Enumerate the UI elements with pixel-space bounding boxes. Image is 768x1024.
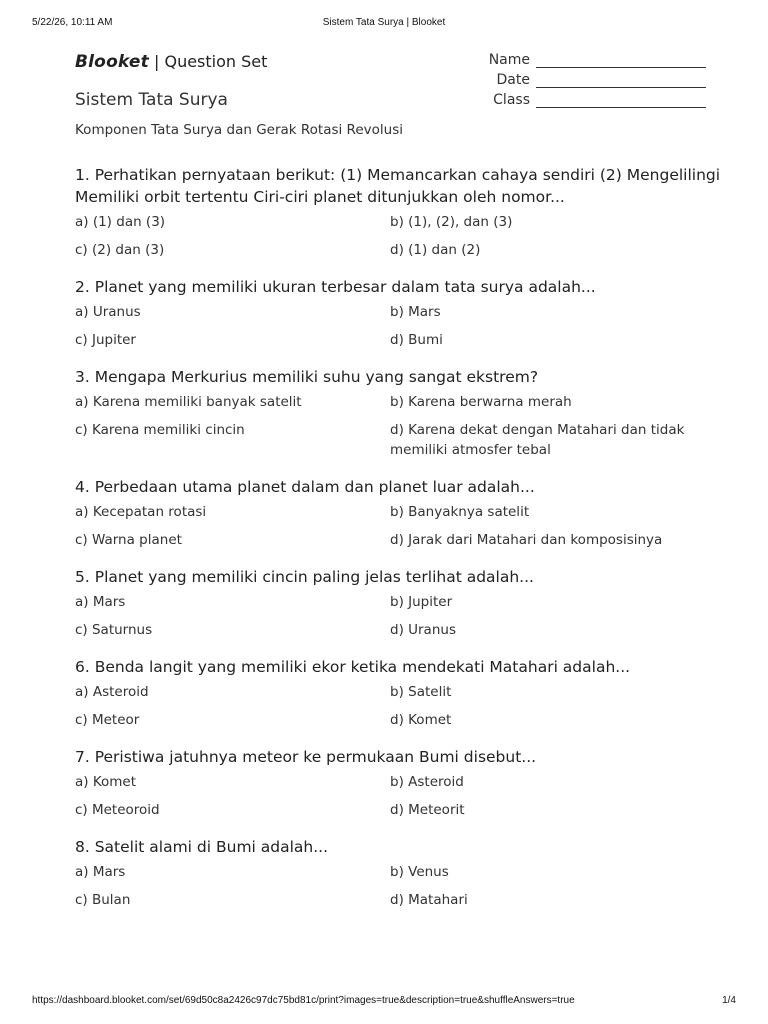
question-text: 1. Perhatikan pernyataan berikut: (1) Memancarkan cahaya sendiri (2) Mengelilingi Memiliki orbit tertentu Ciri-ciri planet ditunjukkan oleh nomor... (75, 166, 721, 206)
answer-grid (75, 682, 735, 730)
print-url: https://dashboard.blooket.com/set/69d50c8a2426c97dc75bd81c/print?images=true&description=true&shuffleAnswers=true (32, 995, 575, 1006)
answer-d: d) Uranus (390, 622, 456, 638)
class-line (536, 107, 706, 108)
answer-b: b) Satelit (390, 684, 452, 700)
answer-c: c) (2) dan (3) (75, 242, 165, 258)
answer-grid (75, 592, 735, 640)
question-5 (75, 566, 735, 640)
question-1 (75, 164, 735, 260)
doc-subtitle: Question Set (164, 52, 268, 71)
answer-b: b) Asteroid (390, 774, 464, 790)
question-6 (75, 656, 735, 730)
answer-a: a) Asteroid (75, 684, 149, 700)
question-text: 8. Satelit alami di Bumi adalah... (75, 838, 329, 856)
brand-line (75, 52, 267, 72)
answer-c: c) Meteor (75, 712, 140, 728)
answer-b: b) (1), (2), dan (3) (390, 214, 513, 230)
answer-d: d) Bumi (390, 332, 443, 348)
answer-c: c) Saturnus (75, 622, 153, 638)
answer-b: b) Banyaknya satelit (390, 504, 530, 520)
answer-b: b) Jupiter (390, 594, 453, 610)
answer-a: a) Karena memiliki banyak satelit (75, 394, 302, 410)
date-field (470, 72, 706, 92)
answer-c: c) Jupiter (75, 332, 136, 348)
class-label: Class (493, 92, 530, 108)
print-datetime: 5/22/26, 10:11 AM (32, 17, 113, 28)
date-label: Date (496, 72, 530, 88)
print-page-title: Sistem Tata Surya | Blooket (322, 17, 446, 28)
answer-d: d) Jarak dari Matahari dan komposisinya (390, 532, 663, 548)
question-3 (75, 366, 735, 460)
question-4 (75, 476, 735, 550)
question-8 (75, 836, 735, 910)
question-2 (75, 276, 735, 350)
question-text: 5. Planet yang memiliki cincin paling jelas terlihat adalah... (75, 568, 534, 586)
answer-grid (75, 302, 735, 350)
answer-d: d) Matahari (390, 892, 468, 908)
answer-a: a) Mars (75, 864, 126, 880)
brand-separator: | (148, 52, 165, 71)
question-text: 6. Benda langit yang memiliki ekor ketika mendekati Matahari adalah... (75, 658, 631, 676)
answer-b: b) Karena berwarna merah (390, 394, 572, 410)
answer-b: b) Venus (390, 864, 449, 880)
answer-a: a) Komet (75, 774, 137, 790)
answer-c: c) Meteoroid (75, 802, 160, 818)
answer-a: a) (1) dan (3) (75, 214, 166, 230)
question-text: 2. Planet yang memiliki ukuran terbesar dalam tata surya adalah... (75, 278, 596, 296)
answer-c: c) Karena memiliki cincin (75, 422, 245, 438)
answer-grid (75, 392, 735, 460)
class-field (470, 92, 706, 112)
answer-grid (75, 772, 735, 820)
question-text: 7. Peristiwa jatuhnya meteor ke permukaan Bumi disebut... (75, 748, 537, 766)
answer-b: b) Mars (390, 304, 441, 320)
date-line (536, 87, 706, 88)
answer-a: a) Uranus (75, 304, 141, 320)
answer-a: a) Mars (75, 594, 126, 610)
answer-d: d) Meteorit (390, 802, 465, 818)
name-field (470, 52, 706, 72)
answer-a: a) Kecepatan rotasi (75, 504, 207, 520)
set-title: Sistem Tata Surya (75, 90, 228, 110)
answer-grid (75, 502, 735, 550)
question-list (75, 164, 735, 926)
brand-logo: Blooket (75, 52, 149, 72)
page-number: 1/4 (722, 995, 736, 1006)
answer-d: d) Komet (390, 712, 452, 728)
name-label: Name (488, 52, 530, 68)
answer-c: c) Warna planet (75, 532, 182, 548)
question-7 (75, 746, 735, 820)
answer-c: c) Bulan (75, 892, 131, 908)
answer-grid (75, 862, 735, 910)
question-text: 4. Perbedaan utama planet dalam dan planet luar adalah... (75, 478, 535, 496)
answer-d: d) (1) dan (2) (390, 242, 481, 258)
answer-d: d) Karena dekat dengan Matahari dan tidak memiliki atmosfer tebal (390, 422, 685, 458)
set-description: Komponen Tata Surya dan Gerak Rotasi Revolusi (75, 122, 403, 138)
answer-grid (75, 212, 735, 260)
question-text: 3. Mengapa Merkurius memiliki suhu yang sangat ekstrem? (75, 368, 539, 386)
name-line (536, 67, 706, 68)
